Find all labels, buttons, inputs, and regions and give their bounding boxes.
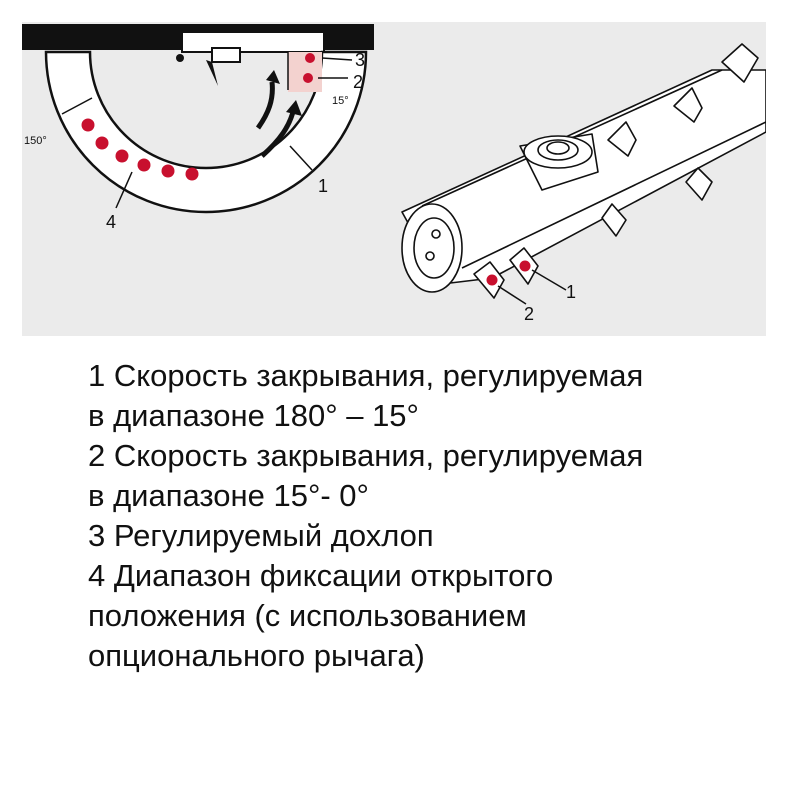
legend-line: 2 Скорость закрывания, регулируемая — [88, 438, 644, 473]
closer-body-drawing — [402, 44, 766, 298]
legend-line: положения (с использованием — [88, 598, 527, 633]
leader-valve-2 — [498, 286, 526, 304]
pinion-shaft — [547, 142, 569, 154]
arm-shoe — [212, 48, 240, 62]
arrow-head — [286, 100, 302, 116]
legend-line: 3 Регулируемый дохлоп — [88, 518, 434, 553]
angle-15-label: 15° — [332, 95, 349, 107]
legend-line: 1 Скорость закрывания, регулируемая — [88, 358, 644, 393]
legend-list — [88, 356, 788, 676]
end-cap-inner — [414, 218, 454, 278]
end-cap-hole — [432, 230, 440, 238]
closing-arm — [206, 60, 218, 86]
hold-open-dot — [186, 168, 199, 181]
hold-open-dot — [138, 159, 151, 172]
hold-open-dot — [82, 119, 95, 132]
end-cap-hole — [426, 252, 434, 260]
marker-2-dot — [303, 73, 313, 83]
arrow-head — [266, 70, 280, 84]
legend-line: опционального рычага) — [88, 638, 425, 673]
callout-2: 2 — [353, 72, 364, 92]
legend-line: в диапазоне 180° – 15° — [88, 398, 419, 433]
pivot-dot — [176, 54, 184, 62]
marker-3-dot — [305, 53, 315, 63]
angle-150-label: 150° — [24, 135, 47, 147]
closing-arrow-upper — [258, 82, 272, 128]
diagram-panel — [22, 22, 766, 336]
callout-1: 1 — [318, 176, 329, 196]
leader-valve-1 — [532, 270, 566, 290]
hold-open-dot — [96, 137, 109, 150]
valve-callout-1: 1 — [566, 282, 577, 302]
legend-line: в диапазоне 15°- 0° — [88, 478, 369, 513]
callout-3: 3 — [355, 50, 366, 70]
valve-callout-2: 2 — [524, 304, 535, 324]
angle-diagram — [22, 24, 374, 232]
valve-1-screw — [520, 261, 531, 272]
valve-2-screw — [487, 275, 498, 286]
hold-open-dot — [116, 150, 129, 163]
hold-open-dot — [162, 165, 175, 178]
door-closer-diagram — [22, 22, 766, 336]
arm-mount — [182, 32, 324, 52]
callout-4: 4 — [106, 212, 117, 232]
legend-line: 4 Диапазон фиксации открытого — [88, 558, 554, 593]
